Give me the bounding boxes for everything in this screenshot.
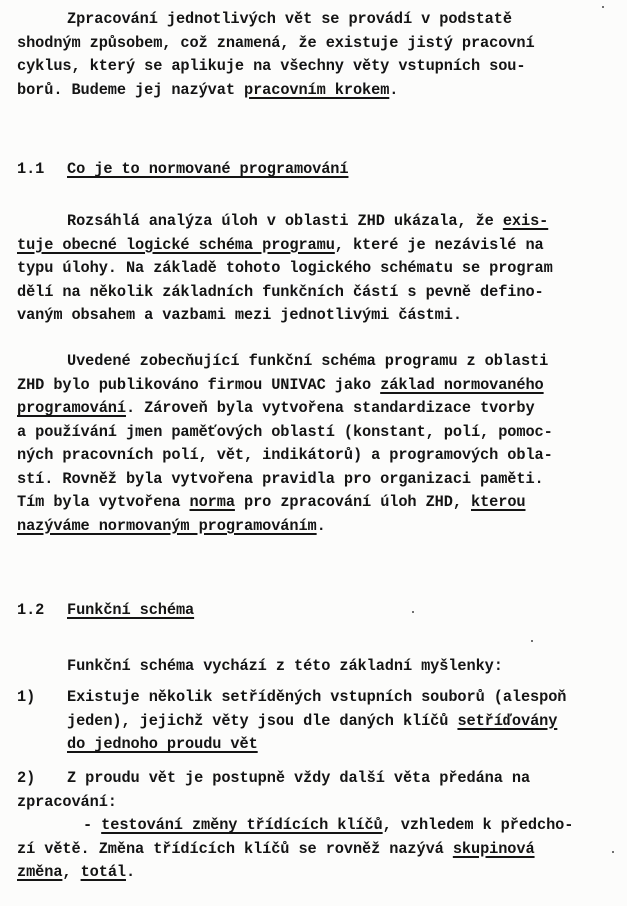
underlined-term: programování xyxy=(17,399,126,417)
text-line xyxy=(17,733,612,757)
section-1-2-paragraph-1 xyxy=(17,655,612,679)
text-line: tuje obecné logické schéma programu, které je nezávislé na xyxy=(17,235,544,254)
text-line: programování. Zároveň byla vytvořena standardizace tvorby xyxy=(17,399,535,417)
list-marker: 1) xyxy=(17,688,36,706)
section-heading-1-2 xyxy=(17,598,194,622)
scan-speck xyxy=(412,611,414,613)
scan-speck xyxy=(602,6,604,8)
text-line: nazýváme normovaným programováním. xyxy=(17,516,326,535)
text-line: shodným způsobem, což znamená, že existuje jistý pracovní xyxy=(17,33,535,52)
underlined-term: totál xyxy=(80,863,126,881)
section-title: Co je to normované programování xyxy=(67,160,349,178)
text-line: vaným obsahem a vazbami mezi jednotlivými částmi. xyxy=(17,306,462,324)
text-line: dělí na několik základních funkčních částí s pevně defino- xyxy=(17,282,544,301)
text-line: Tím byla vytvořena norma pro zpracování úloh ZHD, kterou xyxy=(17,493,526,511)
underlined-term: změna xyxy=(17,863,63,881)
text-line: zí větě. Změna třídících klíčů se rovněž nazývá skupinová xyxy=(17,839,535,858)
text-line: ZHD bylo publikováno firmou UNIVAC jako základ normovaného xyxy=(17,375,544,394)
section-1-1-paragraph-1 xyxy=(17,210,612,328)
underlined-term: pracovním krokem xyxy=(244,80,390,99)
list-marker: 2) xyxy=(17,769,36,787)
text-line: Uvedené zobecňující funkční schéma programu z oblasti xyxy=(67,352,549,370)
text-line: jeden), jejichž věty jsou dle daných klíčů setříďovány xyxy=(67,711,558,730)
text-line xyxy=(17,767,612,791)
intro-paragraph xyxy=(17,8,612,102)
underlined-term: testování změny třídících klíčů xyxy=(101,816,383,834)
dash-line: - testování změny třídících klíčů, vzhledem k předcho- xyxy=(83,816,574,834)
underlined-term: skupinová xyxy=(452,839,535,858)
text-line: ných pracovních polí, vět, indikátorů) a programových obla- xyxy=(17,446,553,464)
section-number: 1.2 xyxy=(17,601,45,619)
underlined-term: nazýváme normovaným programováním xyxy=(17,516,317,535)
text-line: stí. Rovněž byla vytvořena pravidla pro organizaci paměti. xyxy=(17,469,544,488)
list-text: Existuje několik setříděných vstupních souborů (alespoň xyxy=(67,688,567,706)
text-line: Rozsáhlá analýza úloh v oblasti ZHD ukázala, že exis- xyxy=(67,212,549,230)
text-line: a používání jmen paměťových oblastí (konstant, polí, pomoc- xyxy=(17,422,553,441)
underlined-term: tuje obecné logické schéma programu xyxy=(17,235,335,254)
underlined-term: norma xyxy=(189,493,235,511)
section-number: 1.1 xyxy=(17,160,45,178)
section-title: Funkční schéma xyxy=(67,601,195,619)
scan-speck xyxy=(531,640,533,642)
text-line: Funkční schéma vychází z této základní myšlenky: xyxy=(67,657,503,675)
text-line xyxy=(17,686,612,710)
underlined-term: do jednoho proudu vět xyxy=(67,735,258,753)
scan-speck xyxy=(612,851,614,853)
text-line: borů. Budeme jej nazývat pracovním krokem. xyxy=(17,80,399,99)
text-line: typu úlohy. Na základě tohoto logického schématu se program xyxy=(17,259,553,277)
list-text: Z proudu vět je postupně vždy další věta předána na xyxy=(67,769,531,787)
underlined-term: kterou xyxy=(471,493,526,511)
underlined-term: setříďovány xyxy=(457,711,558,730)
text-line: změna, totál. xyxy=(17,863,136,881)
underlined-term: základ normovaného xyxy=(380,375,544,394)
list-item-2 xyxy=(17,767,612,885)
text-line: cyklus, který se aplikuje na všechny věty vstupních sou- xyxy=(17,57,526,75)
underlined-term: exis- xyxy=(502,212,549,230)
list-item-1 xyxy=(17,686,612,757)
section-1-1-paragraph-2 xyxy=(17,350,612,538)
section-heading-1-1 xyxy=(17,157,348,181)
text-line: Zpracování jednotlivých vět se provádí v podstatě xyxy=(67,10,512,28)
text-line: zpracování: xyxy=(17,792,117,811)
